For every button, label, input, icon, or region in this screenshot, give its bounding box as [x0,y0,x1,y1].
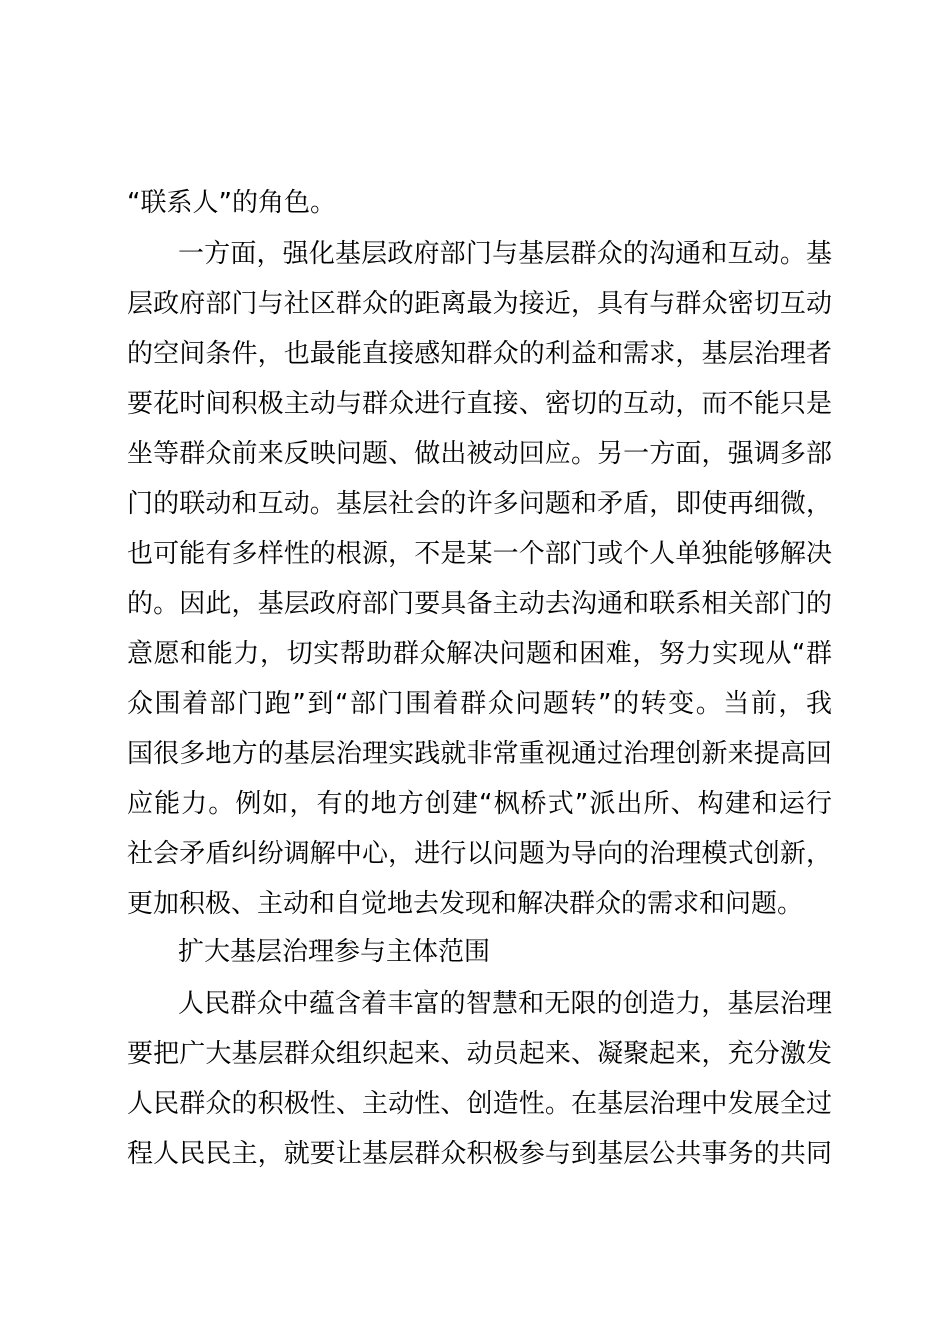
paragraph-line: 意愿和能力，切实帮助群众解决问题和困难，努力实现从“群 [127,639,832,669]
paragraph-line: 更加积极、主动和自觉地去发现和解决群众的需求和问题。 [127,889,804,919]
paragraph-line: “联系人”的角色。 [127,188,336,218]
paragraph-line: 坐等群众前来反映问题、做出被动回应。另一方面，强调多部 [127,439,832,469]
paragraph-line: 程人民民主，就要让基层群众积极参与到基层公共事务的共同 [127,1139,832,1169]
paragraph-line: 要花时间积极主动与群众进行直接、密切的互动，而不能只是 [127,389,832,419]
section-heading: 扩大基层治理参与主体范围 [178,937,491,967]
paragraph-line: 众围着部门跑”到“部门围着群众问题转”的转变。当前，我 [127,689,832,719]
paragraph-line: 要把广大基层群众组织起来、动员起来、凝聚起来，充分激发 [127,1039,832,1069]
paragraph-line: 的。因此，基层政府部门要具备主动去沟通和联系相关部门的 [127,589,832,619]
paragraph-line: 人民群众的积极性、主动性、创造性。在基层治理中发展全过 [127,1089,832,1119]
paragraph-line: 层政府部门与社区群众的距离最为接近，具有与群众密切互动 [127,289,832,319]
paragraph-line: 应能力。例如，有的地方创建“枫桥式”派出所、构建和运行 [127,789,832,819]
paragraph-line: 也可能有多样性的根源，不是某一个部门或个人单独能够解决 [127,539,832,569]
paragraph-line: 的空间条件，也最能直接感知群众的利益和需求，基层治理者 [127,339,832,369]
paragraph-first-line: 一方面，强化基层政府部门与基层群众的沟通和互动。基 [178,239,832,269]
paragraph-line: 门的联动和互动。基层社会的许多问题和矛盾，即使再细微， [127,489,832,519]
paragraph-first-line: 人民群众中蕴含着丰富的智慧和无限的创造力，基层治理 [178,989,832,1019]
paragraph-line: 社会矛盾纠纷调解中心，进行以问题为导向的治理模式创新， [127,839,832,869]
paragraph-line: 国很多地方的基层治理实践就非常重视通过治理创新来提高回 [127,739,832,769]
